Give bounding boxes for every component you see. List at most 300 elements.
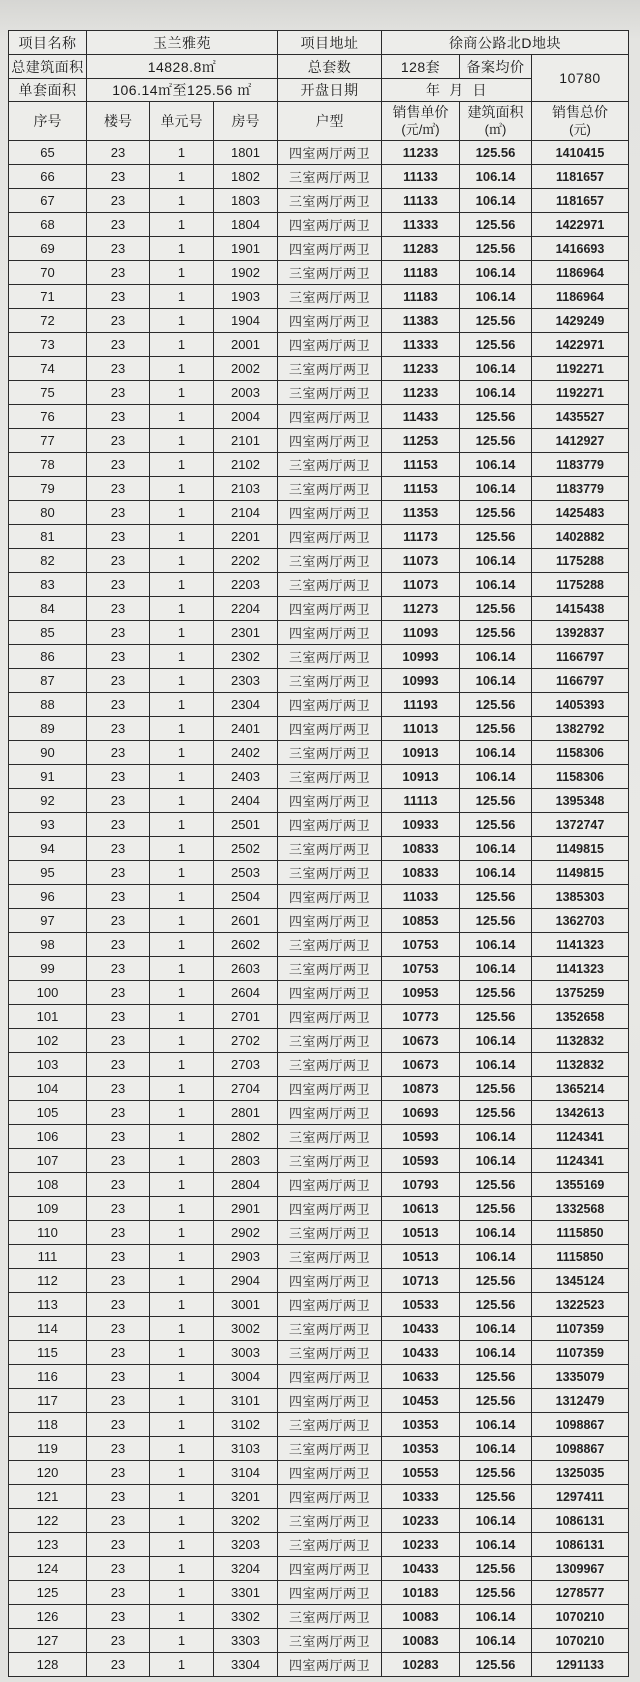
cell-no: 97 [9, 909, 87, 933]
cell-unit-price: 11233 [382, 357, 460, 381]
table-row [9, 693, 629, 717]
cell-unit-price: 11183 [382, 285, 460, 309]
table-row [9, 981, 629, 1005]
cell-unit: 1 [150, 597, 214, 621]
unit-area-label: 单套面积 [9, 79, 87, 102]
cell-layout: 三室两厅两卫 [278, 669, 382, 693]
cell-total-price: 1181657 [532, 165, 629, 189]
cell-total-price: 1355169 [532, 1173, 629, 1197]
cell-floor-area: 106.14 [460, 189, 532, 213]
cell-floor-area: 125.56 [460, 1173, 532, 1197]
cell-no: 104 [9, 1077, 87, 1101]
cell-unit-price: 11253 [382, 429, 460, 453]
cell-room: 2501 [214, 813, 278, 837]
cell-floor-area: 125.56 [460, 1461, 532, 1485]
cell-total-price: 1375259 [532, 981, 629, 1005]
cell-layout: 三室两厅两卫 [278, 1029, 382, 1053]
cell-no: 115 [9, 1341, 87, 1365]
cell-total-price: 1297411 [532, 1485, 629, 1509]
cell-unit-price: 10533 [382, 1293, 460, 1317]
table-row [9, 1221, 629, 1245]
cell-no: 84 [9, 597, 87, 621]
cell-room: 1902 [214, 261, 278, 285]
cell-unit-price: 10993 [382, 669, 460, 693]
cell-room: 1903 [214, 285, 278, 309]
cell-floor-area: 106.14 [460, 477, 532, 501]
cell-unit-price: 10913 [382, 765, 460, 789]
cell-room: 2204 [214, 597, 278, 621]
cell-room: 2304 [214, 693, 278, 717]
cell-unit-price: 10833 [382, 861, 460, 885]
table-row [9, 381, 629, 405]
cell-total-price: 1429249 [532, 309, 629, 333]
cell-layout: 三室两厅两卫 [278, 573, 382, 597]
cell-total-price: 1415438 [532, 597, 629, 621]
cell-floor-area: 106.14 [460, 1629, 532, 1653]
cell-floor-area: 125.56 [460, 1005, 532, 1029]
cell-room: 1802 [214, 165, 278, 189]
cell-unit: 1 [150, 1149, 214, 1173]
table-row [9, 213, 629, 237]
cell-room: 2601 [214, 909, 278, 933]
cell-unit: 1 [150, 165, 214, 189]
cell-building: 23 [87, 1365, 150, 1389]
cell-unit-price: 10593 [382, 1149, 460, 1173]
cell-no: 124 [9, 1557, 87, 1581]
cell-floor-area: 125.56 [460, 693, 532, 717]
cell-no: 91 [9, 765, 87, 789]
cell-total-price: 1402882 [532, 525, 629, 549]
table-row [9, 1533, 629, 1557]
cell-total-price: 1115850 [532, 1245, 629, 1269]
cell-room: 2704 [214, 1077, 278, 1101]
cell-no: 88 [9, 693, 87, 717]
table-row [9, 429, 629, 453]
cell-no: 120 [9, 1461, 87, 1485]
cell-unit: 1 [150, 501, 214, 525]
cell-building: 23 [87, 1197, 150, 1221]
cell-unit: 1 [150, 669, 214, 693]
cell-unit: 1 [150, 1077, 214, 1101]
cell-building: 23 [87, 549, 150, 573]
cell-layout: 四室两厅两卫 [278, 813, 382, 837]
cell-unit: 1 [150, 1653, 214, 1677]
column-header-no [9, 102, 87, 141]
cell-total-price: 1435527 [532, 405, 629, 429]
cell-unit: 1 [150, 1341, 214, 1365]
avg-price-label: 备案均价 [460, 55, 532, 79]
cell-building: 23 [87, 357, 150, 381]
cell-total-price: 1309967 [532, 1557, 629, 1581]
cell-no: 92 [9, 789, 87, 813]
cell-building: 23 [87, 237, 150, 261]
column-header-layout [278, 102, 382, 141]
cell-floor-area: 125.56 [460, 909, 532, 933]
cell-floor-area: 106.14 [460, 1245, 532, 1269]
cell-no: 126 [9, 1605, 87, 1629]
cell-layout: 四室两厅两卫 [278, 1485, 382, 1509]
cell-room: 2104 [214, 501, 278, 525]
cell-total-price: 1186964 [532, 285, 629, 309]
cell-total-price: 1392837 [532, 621, 629, 645]
cell-layout: 三室两厅两卫 [278, 1509, 382, 1533]
cell-building: 23 [87, 381, 150, 405]
cell-unit: 1 [150, 525, 214, 549]
cell-room: 3003 [214, 1341, 278, 1365]
cell-room: 1901 [214, 237, 278, 261]
cell-unit: 1 [150, 1413, 214, 1437]
cell-building: 23 [87, 165, 150, 189]
cell-floor-area: 106.14 [460, 357, 532, 381]
cell-building: 23 [87, 285, 150, 309]
cell-building: 23 [87, 765, 150, 789]
cell-floor-area: 106.14 [460, 1341, 532, 1365]
cell-layout: 四室两厅两卫 [278, 1101, 382, 1125]
cell-layout: 四室两厅两卫 [278, 1581, 382, 1605]
column-header-label: 单元号 [160, 112, 203, 129]
cell-room: 1801 [214, 141, 278, 165]
cell-room: 2902 [214, 1221, 278, 1245]
cell-total-price: 1124341 [532, 1149, 629, 1173]
cell-unit-price: 11233 [382, 141, 460, 165]
cell-unit-price: 10713 [382, 1269, 460, 1293]
cell-no: 119 [9, 1437, 87, 1461]
cell-room: 2801 [214, 1101, 278, 1125]
cell-floor-area: 125.56 [460, 405, 532, 429]
cell-total-price: 1325035 [532, 1461, 629, 1485]
cell-building: 23 [87, 1485, 150, 1509]
cell-floor-area: 106.14 [460, 1605, 532, 1629]
cell-total-price: 1175288 [532, 549, 629, 573]
cell-layout: 三室两厅两卫 [278, 261, 382, 285]
cell-room: 2101 [214, 429, 278, 453]
cell-layout: 四室两厅两卫 [278, 1005, 382, 1029]
cell-building: 23 [87, 1101, 150, 1125]
table-body [9, 141, 629, 1677]
cell-total-price: 1166797 [532, 645, 629, 669]
cell-no: 75 [9, 381, 87, 405]
cell-unit-price: 11113 [382, 789, 460, 813]
table-row [9, 957, 629, 981]
cell-total-price: 1335079 [532, 1365, 629, 1389]
cell-no: 77 [9, 429, 87, 453]
cell-floor-area: 125.56 [460, 1485, 532, 1509]
cell-floor-area: 125.56 [460, 597, 532, 621]
cell-no: 90 [9, 741, 87, 765]
cell-layout: 四室两厅两卫 [278, 1653, 382, 1677]
cell-building: 23 [87, 669, 150, 693]
cell-building: 23 [87, 1629, 150, 1653]
cell-unit: 1 [150, 1629, 214, 1653]
cell-unit-price: 11353 [382, 501, 460, 525]
cell-unit: 1 [150, 573, 214, 597]
table-row [9, 1053, 629, 1077]
cell-layout: 三室两厅两卫 [278, 765, 382, 789]
cell-total-price: 1410415 [532, 141, 629, 165]
cell-floor-area: 125.56 [460, 981, 532, 1005]
cell-unit: 1 [150, 1125, 214, 1149]
table-row [9, 1245, 629, 1269]
cell-building: 23 [87, 1461, 150, 1485]
cell-unit-price: 11153 [382, 453, 460, 477]
cell-no: 111 [9, 1245, 87, 1269]
cell-no: 116 [9, 1365, 87, 1389]
cell-no: 68 [9, 213, 87, 237]
table-row [9, 237, 629, 261]
table-row [9, 405, 629, 429]
cell-layout: 三室两厅两卫 [278, 1533, 382, 1557]
cell-unit: 1 [150, 1293, 214, 1317]
cell-unit-price: 11273 [382, 597, 460, 621]
cell-layout: 三室两厅两卫 [278, 477, 382, 501]
cell-unit-price: 11283 [382, 237, 460, 261]
table-row [9, 837, 629, 861]
cell-room: 2201 [214, 525, 278, 549]
cell-no: 100 [9, 981, 87, 1005]
cell-layout: 四室两厅两卫 [278, 141, 382, 165]
cell-no: 107 [9, 1149, 87, 1173]
cell-total-price: 1312479 [532, 1389, 629, 1413]
table-row [9, 1317, 629, 1341]
cell-room: 2303 [214, 669, 278, 693]
cell-unit-price: 11073 [382, 549, 460, 573]
table-row [9, 789, 629, 813]
cell-building: 23 [87, 957, 150, 981]
cell-building: 23 [87, 429, 150, 453]
open-date-value: 年 月 日 [382, 79, 532, 102]
cell-total-price: 1372747 [532, 813, 629, 837]
cell-unit-price: 10513 [382, 1245, 460, 1269]
cell-floor-area: 106.14 [460, 1053, 532, 1077]
cell-building: 23 [87, 261, 150, 285]
cell-room: 3201 [214, 1485, 278, 1509]
table-row [9, 501, 629, 525]
cell-layout: 三室两厅两卫 [278, 1317, 382, 1341]
cell-no: 123 [9, 1533, 87, 1557]
table-row [9, 309, 629, 333]
cell-building: 23 [87, 1317, 150, 1341]
cell-total-price: 1183779 [532, 477, 629, 501]
cell-total-price: 1395348 [532, 789, 629, 813]
cell-building: 23 [87, 621, 150, 645]
cell-total-price: 1192271 [532, 357, 629, 381]
cell-no: 81 [9, 525, 87, 549]
cell-building: 23 [87, 1533, 150, 1557]
total-area-value: 14828.8㎡ [87, 55, 278, 79]
cell-room: 2803 [214, 1149, 278, 1173]
cell-unit-price: 10553 [382, 1461, 460, 1485]
cell-unit-price: 10673 [382, 1053, 460, 1077]
cell-unit-price: 11173 [382, 525, 460, 549]
cell-floor-area: 125.56 [460, 717, 532, 741]
cell-unit: 1 [150, 717, 214, 741]
table-row [9, 1125, 629, 1149]
cell-total-price: 1132832 [532, 1029, 629, 1053]
cell-building: 23 [87, 453, 150, 477]
cell-room: 3203 [214, 1533, 278, 1557]
cell-building: 23 [87, 1245, 150, 1269]
cell-unit-price: 10433 [382, 1341, 460, 1365]
cell-building: 23 [87, 1341, 150, 1365]
cell-room: 2403 [214, 765, 278, 789]
cell-total-price: 1098867 [532, 1413, 629, 1437]
cell-layout: 三室两厅两卫 [278, 1245, 382, 1269]
table-row [9, 285, 629, 309]
cell-unit-price: 10693 [382, 1101, 460, 1125]
cell-layout: 三室两厅两卫 [278, 189, 382, 213]
cell-layout: 四室两厅两卫 [278, 1557, 382, 1581]
cell-no: 76 [9, 405, 87, 429]
cell-layout: 四室两厅两卫 [278, 429, 382, 453]
table-row [9, 645, 629, 669]
cell-unit: 1 [150, 1317, 214, 1341]
table-row [9, 597, 629, 621]
table-row [9, 333, 629, 357]
cell-layout: 四室两厅两卫 [278, 981, 382, 1005]
cell-unit-price: 10633 [382, 1365, 460, 1389]
table-row [9, 1341, 629, 1365]
column-header-room [214, 102, 278, 141]
cell-building: 23 [87, 405, 150, 429]
table-row [9, 1173, 629, 1197]
cell-total-price: 1342613 [532, 1101, 629, 1125]
cell-unit: 1 [150, 309, 214, 333]
cell-total-price: 1098867 [532, 1437, 629, 1461]
cell-room: 2002 [214, 357, 278, 381]
cell-building: 23 [87, 213, 150, 237]
cell-layout: 四室两厅两卫 [278, 309, 382, 333]
cell-unit-price: 11133 [382, 189, 460, 213]
table-row [9, 357, 629, 381]
cell-layout: 四室两厅两卫 [278, 1173, 382, 1197]
cell-no: 82 [9, 549, 87, 573]
cell-building: 23 [87, 1653, 150, 1677]
cell-total-price: 1412927 [532, 429, 629, 453]
cell-layout: 四室两厅两卫 [278, 1365, 382, 1389]
cell-total-price: 1070210 [532, 1629, 629, 1653]
table-row [9, 1269, 629, 1293]
cell-total-price: 1345124 [532, 1269, 629, 1293]
cell-total-price: 1332568 [532, 1197, 629, 1221]
cell-total-price: 1132832 [532, 1053, 629, 1077]
cell-unit-price: 10593 [382, 1125, 460, 1149]
cell-layout: 三室两厅两卫 [278, 957, 382, 981]
cell-unit-price: 11153 [382, 477, 460, 501]
cell-total-price: 1422971 [532, 333, 629, 357]
cell-layout: 四室两厅两卫 [278, 1293, 382, 1317]
cell-building: 23 [87, 189, 150, 213]
cell-floor-area: 106.14 [460, 669, 532, 693]
cell-room: 2504 [214, 885, 278, 909]
cell-total-price: 1183779 [532, 453, 629, 477]
cell-unit-price: 11033 [382, 885, 460, 909]
cell-building: 23 [87, 837, 150, 861]
cell-no: 78 [9, 453, 87, 477]
cell-unit: 1 [150, 1557, 214, 1581]
cell-floor-area: 106.14 [460, 1125, 532, 1149]
cell-layout: 四室两厅两卫 [278, 1197, 382, 1221]
cell-layout: 四室两厅两卫 [278, 237, 382, 261]
cell-total-price: 1352658 [532, 1005, 629, 1029]
cell-unit: 1 [150, 813, 214, 837]
table-row [9, 1293, 629, 1317]
table-row [9, 1365, 629, 1389]
cell-layout: 三室两厅两卫 [278, 285, 382, 309]
table-row [9, 1581, 629, 1605]
cell-building: 23 [87, 1581, 150, 1605]
column-header-total-price [532, 102, 629, 141]
table-row [9, 669, 629, 693]
cell-unit-price: 11133 [382, 165, 460, 189]
cell-room: 2003 [214, 381, 278, 405]
cell-unit-price: 11233 [382, 381, 460, 405]
cell-room: 2703 [214, 1053, 278, 1077]
cell-total-price: 1107359 [532, 1341, 629, 1365]
cell-no: 96 [9, 885, 87, 909]
cell-layout: 四室两厅两卫 [278, 1461, 382, 1485]
cell-unit-price: 10083 [382, 1605, 460, 1629]
cell-no: 125 [9, 1581, 87, 1605]
cell-total-price: 1385303 [532, 885, 629, 909]
cell-building: 23 [87, 501, 150, 525]
cell-unit-price: 10513 [382, 1221, 460, 1245]
table-row [9, 861, 629, 885]
cell-total-price: 1086131 [532, 1509, 629, 1533]
cell-floor-area: 125.56 [460, 1077, 532, 1101]
cell-unit: 1 [150, 981, 214, 1005]
column-header-label: 户型 [315, 112, 344, 129]
cell-no: 101 [9, 1005, 87, 1029]
cell-room: 3001 [214, 1293, 278, 1317]
cell-floor-area: 106.14 [460, 1149, 532, 1173]
table-row [9, 909, 629, 933]
cell-room: 2301 [214, 621, 278, 645]
cell-room: 2602 [214, 933, 278, 957]
cell-room: 2004 [214, 405, 278, 429]
cell-building: 23 [87, 333, 150, 357]
cell-no: 79 [9, 477, 87, 501]
cell-floor-area: 125.56 [460, 1101, 532, 1125]
cell-unit-price: 10913 [382, 741, 460, 765]
cell-no: 114 [9, 1317, 87, 1341]
cell-no: 95 [9, 861, 87, 885]
column-header-unit [150, 102, 214, 141]
cell-layout: 四室两厅两卫 [278, 525, 382, 549]
table-row [9, 1605, 629, 1629]
cell-building: 23 [87, 1269, 150, 1293]
cell-layout: 四室两厅两卫 [278, 693, 382, 717]
cell-layout: 三室两厅两卫 [278, 381, 382, 405]
cell-unit-price: 10333 [382, 1485, 460, 1509]
avg-price-value: 10780 [532, 55, 629, 102]
cell-floor-area: 106.14 [460, 1221, 532, 1245]
cell-layout: 三室两厅两卫 [278, 453, 382, 477]
table-row [9, 141, 629, 165]
table-row [9, 453, 629, 477]
table-row [9, 933, 629, 957]
cell-unit-price: 11433 [382, 405, 460, 429]
cell-building: 23 [87, 477, 150, 501]
table-row [9, 1461, 629, 1485]
cell-layout: 四室两厅两卫 [278, 597, 382, 621]
cell-total-price: 1141323 [532, 933, 629, 957]
cell-no: 94 [9, 837, 87, 861]
cell-unit-price: 11333 [382, 333, 460, 357]
cell-unit-price: 10453 [382, 1389, 460, 1413]
cell-unit: 1 [150, 645, 214, 669]
cell-unit: 1 [150, 213, 214, 237]
cell-unit-price: 10283 [382, 1653, 460, 1677]
